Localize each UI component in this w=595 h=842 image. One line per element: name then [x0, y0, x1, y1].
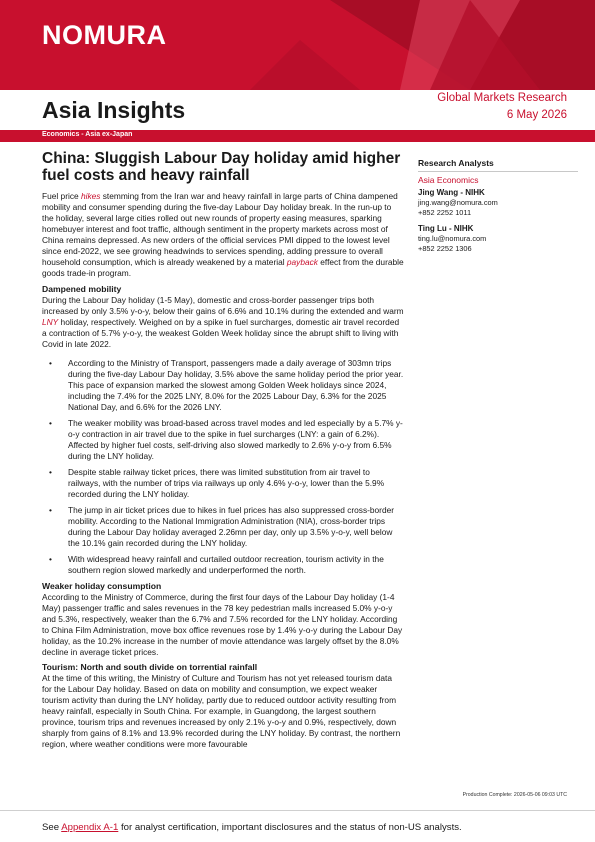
team-name: Asia Economics [418, 175, 479, 185]
analyst-sidebar [418, 158, 578, 254]
analyst-phone: +852 2252 1011 [418, 208, 472, 217]
payback-link[interactable]: payback [286, 257, 318, 267]
category-bar [0, 130, 595, 142]
analysts-heading: Research Analysts [418, 158, 494, 168]
analyst-email[interactable]: jing.wang@nomura.com [418, 198, 498, 207]
analyst-phone: +852 2252 1306 [418, 244, 472, 253]
publication-date: 6 May 2026 [506, 109, 567, 121]
bullet-item: • According to the Ministry of Transport, passengers made a daily average of 303mn trips during the five-day Labour Day holiday, 3.5% above the same holiday period the prior year. This pace of expansion marked the slowest among Golden Week holidays since 2024, including the 7.4% for the 2025 LNY, 8.0% for the 2025 Labour Day, 6.3% for the 2025 National Day, and 6.6% for the 2026 LNY. [49, 358, 404, 412]
bullet-dot-icon: • [49, 418, 52, 428]
bullet-dot-icon: • [49, 554, 52, 564]
section-paragraph: During the Labour Day holiday (1-5 May), domestic and cross-border passenger trips both increased by only 3.5% y-o-y, below their gains of 6.6% and 10.1% during the extended and warm LNY holiday, respectively. Weighed on by a spike in fuel surcharges, domestic air travel recorded a contraction of 5.7% y-o-y, the weakest Golden Week holiday since the abrupt shift to living with Covid in late 2022. [42, 295, 404, 349]
analyst-name: Ting Lu - NIHK [418, 224, 474, 233]
bullet-dot-icon: • [49, 358, 52, 368]
nomura-logo: NOMURA [42, 20, 167, 50]
analyst-email[interactable]: ting.lu@nomura.com [418, 234, 487, 243]
appendix-link[interactable]: Appendix A-1 [61, 822, 119, 833]
hikes-link[interactable]: hikes [80, 191, 101, 201]
bullet-dot-icon: • [49, 505, 52, 515]
section-heading: Dampened mobility [42, 284, 122, 294]
section-paragraph: According to the Ministry of Commerce, during the first four days of the Labour Day holiday (1-4 May) passenger traffic and sales revenues in the 78 key pedestrian malls increased 5.0% y-o-y and 5.3%, respectively, weaker than the 6.7% and 7.5% recorded for the LNY holiday. According to China Film Administration, move box office revenues rose by 1.4% y-o-y during the Labour Day holiday, as the 10.2% increase in the number of movie attendance was largely offset by the 8.0% decline in average ticket prices. [42, 592, 403, 657]
bullet-item: • With widespread heavy rainfall and curtailed outdoor recreation, tourism activity in the southern region slowed markedly and underperformed the north. [49, 554, 384, 575]
divider [418, 171, 578, 172]
bullet-item: • The weaker mobility was broad-based across travel modes and led especially by a 5.7% y-o-y contraction in air travel due to the spike in fuel surcharges (LNY: a gain of 6.2%). Affected by higher fuel costs, self-driving also slowed markedly to 2.6% y-o-y from 6.5% during the LNY holiday. [49, 418, 403, 461]
section-heading: Weaker holiday consumption [42, 581, 162, 591]
division-label: Global Markets Research [437, 92, 567, 104]
intro-paragraph: Fuel price hikes stemming from the Iran war and heavy rainfall in large parts of China dampened mobility and consumer spending during the five-day Labour Day holiday break. In the run-up to the holiday, several large cities rolled out new rounds of property easing measures, sparking homebuyer interest and foot traffic, although sentiment in the property markets across most of China remains depressed. As new orders of the official services PMI dipped to the lowest level since end-2022, we see growing headwinds to services spending, adding pressure to overall household consumption, which is already weakened by a material payback effect from the durable goods trade-in program. [42, 191, 404, 278]
production-timestamp: Production Complete: 2026-05-06 09:03 UTC [462, 792, 567, 798]
footer-divider [0, 810, 595, 811]
category-label: Economics - Asia ex-Japan [42, 131, 133, 138]
series-title: Asia Insights [42, 97, 186, 123]
report-body [42, 191, 404, 750]
section-heading: Tourism: North and south divide on torrential rainfall [42, 662, 258, 672]
section-paragraph: At the time of this writing, the Ministry of Culture and Tourism has not yet released tourism data for the Labour Day holiday. Based on data on mobility and consumption, we expect weaker tourism activity than during the LNY holiday, partly due to reduced outdoor activity resulting from heavy rainfall, especially in South China. For example, in Guangdong, the largest southern province, tourism trips and revenues increased by only 2.1% y-o-y and 0.9%, respectively, down sharply from gains of 8.1% and 13.9% recorded during the LNY holiday. By contrast, the northern region, where weather conditions were more favourable [42, 673, 401, 749]
lny-link[interactable]: LNY [42, 317, 59, 327]
bullet-dot-icon: • [49, 467, 52, 477]
bullet-item: • The jump in air ticket prices due to hikes in fuel prices has also suppressed cross-border mobility. According to the National Immigration Administration (NIA), cross-border trips during the Labour Day holiday averaged 2.26mn per day, only up 3.5% y-o-y, well below the 10.1% gain recorded during the LNY holiday. [49, 505, 395, 548]
bullet-list [42, 358, 404, 576]
header-banner [0, 0, 595, 90]
report-title: China: Sluggish Labour Day holiday amid higher fuel costs and heavy rainfall [42, 150, 401, 184]
bullet-item: • Despite stable railway ticket prices, there was limited substitution from air travel to railways, with the number of trips via railways up only 4.6% y-o-y, lower than the 5.9% recorded during the LNY holiday. [49, 467, 385, 499]
analyst-name: Jing Wang - NIHK [418, 188, 485, 197]
footer-disclosure: See Appendix A-1 for analyst certification, important disclosures and the status of non-US analysts. [42, 822, 462, 833]
